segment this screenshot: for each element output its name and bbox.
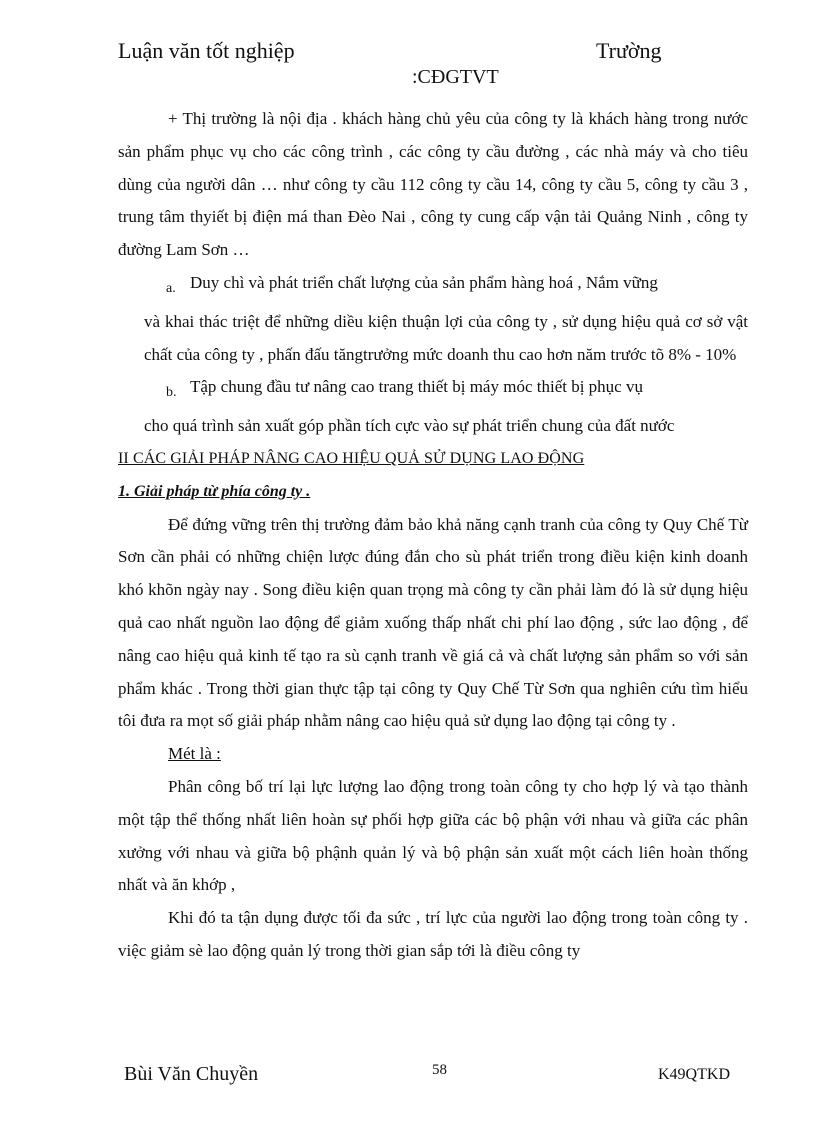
section-heading: II CÁC GIẢI PHÁP NÂNG CAO HIỆU QUẢ SỬ DỤNG LAO ĐỘNG <box>118 449 585 467</box>
list-item-a <box>118 267 748 306</box>
list-marker-b: b. <box>166 385 177 401</box>
list-item-b-continuation: cho quá trình sản xuất góp phần tích cực vào sự phát triển chung của đất nước <box>144 416 675 436</box>
subsection-heading: 1. Giải pháp từ phía công ty . <box>118 482 311 500</box>
list-marker-a: a. <box>166 280 176 296</box>
list-item-a-continuation: và khai thác triệt để những diều kiện thuận lợi của công ty , sử dụng hiệu quả cơ sở vật chất của công ty , phấn đấu tăngtrưởng mức doanh thu cao hơn năm trước tõ 8% - 10% <box>144 311 748 364</box>
paragraph-labor-allocation: Phân công bố trí lại lực lượng lao động trong toàn công ty cho hợp lý và tạo thành một tập thể thống nhất liên hoàn sự phối hợp giữa các bộ phận với nhau và giữa các phân xưởng với nhau và giữa bộ phậnh quản lý và bộ phận sản xuất một cách liên hoàn thống nhất và ăn khớp , <box>118 776 748 895</box>
paragraph-labor-utilization: Khi đó ta tận dụng được tối đa sức , trí lực của người lao động trong toàn công ty . việc giảm sè lao động quản lý trong thời gian sắp tới là điều công ty <box>118 908 748 960</box>
paragraph-market: + Thị trường là nội địa . khách hàng chủ yêu của công ty là khách hàng trong nước sản phẩm phục vụ cho các công trình , các công ty cầu đường , các nhà máy và cho tiêu dùng của người dân … như công ty cầu 112 công ty cầu 14, công ty cầu 5, công ty cầu 3 , trung tâm thyiết bị điện má than Đèo Nai , công ty cung cấp vận tải Quảng Ninh , công ty đường Lam Sơn … <box>118 109 748 260</box>
footer-author: Bùi Văn Chuyền <box>124 1063 259 1085</box>
document-body <box>118 103 748 968</box>
list-item-a-first-line: Duy chì và phát triển chất lượng của sản phẩm hàng hoá , Nắm vững <box>190 272 658 292</box>
header-second-line: :CĐGTVT <box>412 66 499 88</box>
paragraph-label-mot-la <box>118 738 748 771</box>
paragraph-competition: Để đứng vững trên thị trường đảm bảo khả năng cạnh tranh của công ty Quy Chế Từ Sơn cần phải có những chiện lược đúng đắn cho sù phát triển trong điều kiện kinh doanh khó khõn ngày nay . Song điều kiện quan trọng mà công ty cần phải làm đó là sử dụng hiệu quả cao nhất nguồn lao động để giảm xuống thấp nhất chi phí lao động , sức lao động , để nâng cao hiệu quả kinh tế tạo ra sù cạnh tranh về giá cả và chất lượng sản phẩm so với sản phẩm khác . Trong thời gian thực tập tại công ty Quy Chế Từ Sơn qua nghiên cứu tìm hiểu tôi đưa ra mọt số giải pháp nhằm nâng cao hiệu quả sử dụng lao động tại công ty . <box>118 514 748 731</box>
list-item-b <box>118 371 748 410</box>
label-mot-la: Mét là : <box>168 744 221 764</box>
header-right: Trường <box>596 38 662 63</box>
footer-class-code: K49QTKD <box>658 1066 730 1083</box>
header-left: Luận văn tốt nghiệp <box>118 38 295 63</box>
page-number: 58 <box>432 1062 447 1078</box>
list-item-b-first-line: Tập chung đầu tư nâng cao trang thiết bị máy móc thiết bị phục vụ <box>190 377 643 397</box>
